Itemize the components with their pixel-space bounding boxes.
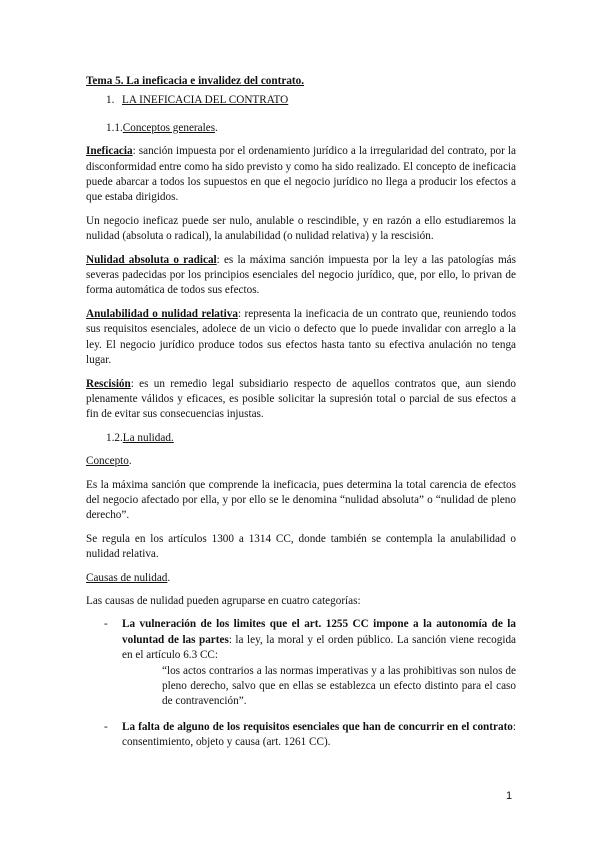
paragraph-negocio: Un negocio ineficaz puede ser nulo, anulable o rescindible, y en razón a ello estudiaremos la nulidad (absoluta o radical), la anulabilidad (o nulidad relativa) y la rescisión. — [86, 214, 516, 243]
list-item-bold: La vulneración de los limites que el art. 1255 CC impone a la autonomía de la voluntad de las partes — [122, 618, 516, 646]
list-item — [86, 720, 516, 751]
concepto-period: . — [128, 455, 132, 468]
causas-list — [86, 617, 516, 750]
page-title: Tema 5. La ineficacia e invalidez del contrato. — [86, 75, 305, 87]
subsection-1-1 — [106, 121, 516, 136]
causas-heading — [86, 571, 516, 586]
list-dash: - — [104, 720, 108, 733]
term-anulabilidad: Anulabilidad o nulidad relativa — [86, 307, 238, 320]
list-dash: - — [104, 618, 108, 631]
paragraph-regula: Se regula en los artículos 1300 a 1314 CC, donde también se contempla la anulabilidad o nulidad relativa. — [86, 532, 516, 561]
subsection-number: 1.1. — [106, 121, 123, 134]
section-heading — [106, 93, 516, 108]
paragraph-anulabilidad — [86, 307, 516, 369]
subsection-title: Conceptos generales — [122, 121, 216, 134]
subsection-1-2 — [106, 431, 516, 446]
subsection-title: La nulidad. — [122, 431, 174, 444]
document-body — [86, 74, 516, 761]
paragraph-rescision — [86, 377, 516, 423]
subsection-period: . — [215, 121, 218, 134]
paragraph-causas: Las causas de nulidad pueden agruparse en cuatro categorías: — [86, 594, 361, 607]
list-item-text: : consentimiento, objeto y causa (art. 1261 CC). — [122, 720, 516, 749]
definition-nulidad: : es la máxima sanción impuesta por la ley a las patologías más severas padecidas por los principios esenciales del negocio jurídico, que, por ello, lo privan de forma automática de todos sus efectos. — [86, 253, 516, 297]
concepto-label: Concepto — [86, 455, 129, 468]
concepto-heading — [86, 454, 516, 469]
legal-quote: “los actos contrarios a las normas imperativas y a las prohibitivas son nulos de pleno derecho, salvo que en ellas se establezca un efecto distinto para el caso de contravención”. — [162, 664, 516, 708]
paragraph-nulidad — [86, 253, 516, 299]
page-number: 1 — [506, 790, 513, 802]
list-item-text: : la ley, la moral y el orden público. La sanción viene recogida en el artículo 6.3 CC: — [122, 633, 516, 662]
paragraph-concepto: Es la máxima sanción que comprende la ineficacia, pues determina la total carencia de efectos del negocio afectado por ella, y por ello se le denomina “nulidad absoluta” o “nulidad de pleno derecho”. — [86, 478, 516, 522]
term-nulidad: Nulidad absoluta o radical — [86, 253, 217, 266]
causas-period: . — [167, 571, 171, 584]
list-item — [86, 617, 516, 709]
term-ineficacia: Ineficacia — [86, 145, 133, 158]
subsection-number: 1.2. — [106, 431, 123, 444]
section-number: 1. — [106, 94, 115, 107]
causas-label: Causas de nulidad — [86, 571, 168, 584]
term-rescision: Rescisión — [86, 377, 131, 390]
paragraph-ineficacia — [86, 144, 516, 206]
section-title: LA INEFICACIA DEL CONTRATO — [122, 94, 289, 107]
definition-ineficacia: : sanción impuesta por el ordenamiento jurídico a la irregularidad del contrato, por la disconformidad entre como ha sido previsto y como ha sido realizado. El concepto de ineficacia puede abarcar a todos los supuestos en que el negocio jurídico no llega a producir los efectos a que estaba dirigidos. — [86, 145, 516, 204]
list-item-bold: La falta de alguno de los requisitos esenciales que han de concurrir en el contrato — [122, 720, 513, 733]
definition-anulabilidad: : representa la ineficacia de un contrato que, reuniendo todos sus requisitos esenciales, adolece de un vicio o defecto que lo puede invalidar con arreglo a la ley. El negocio jurídico produce todos sus efectos hasta tanto su efectiva anulación no tenga lugar. — [86, 307, 516, 367]
definition-rescision: : es un remedio legal subsidiario respecto de aquellos contratos que, aun siendo plenamente válidos y eficaces, es posible solicitar la supresión total o parcial de sus efectos a fin de evitar sus consecuencias injustas. — [86, 377, 516, 421]
